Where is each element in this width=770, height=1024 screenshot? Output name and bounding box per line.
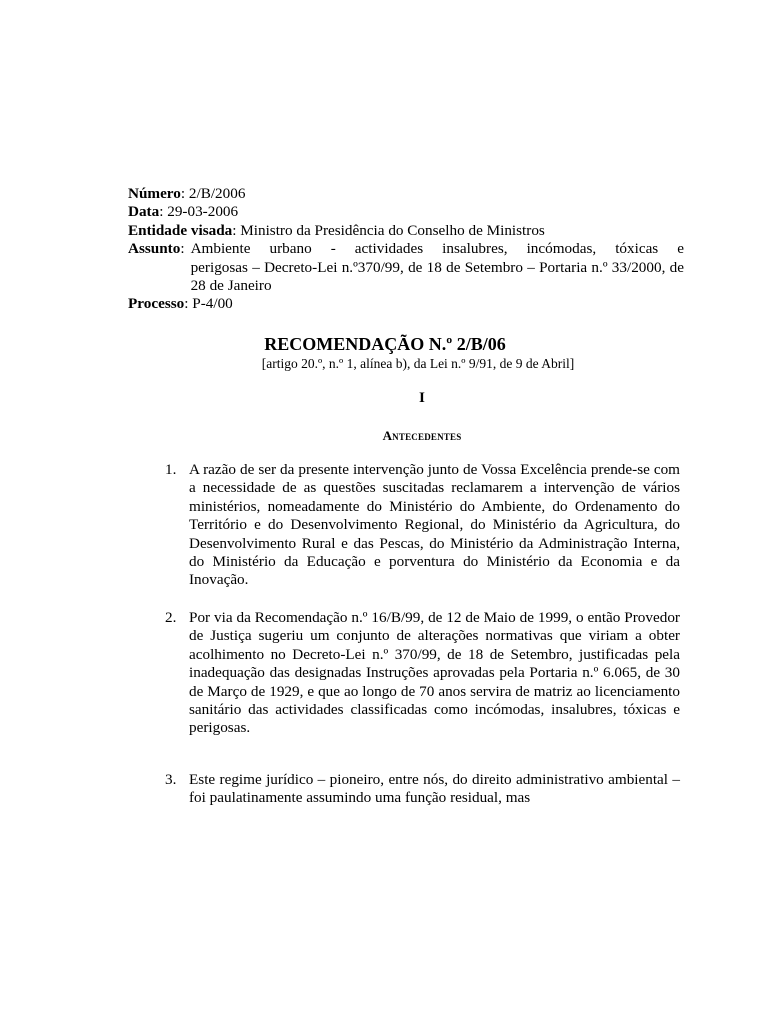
list-item-number: 1. bbox=[165, 461, 177, 478]
assunto-label: Assunto bbox=[128, 240, 181, 258]
assunto-line bbox=[128, 240, 684, 295]
data-label: Data bbox=[128, 203, 160, 221]
numero-value: : 2/B/2006 bbox=[180, 185, 246, 202]
processo-line bbox=[128, 295, 684, 313]
document-title: RECOMENDAÇÃO N.º 2/B/06 bbox=[264, 334, 506, 354]
data-value: : 29-03-2006 bbox=[159, 203, 239, 221]
list-item-number: 3. bbox=[165, 771, 177, 788]
processo-label: Processo bbox=[128, 295, 185, 313]
assunto-colon: : bbox=[180, 240, 185, 258]
processo-value: : P-4/00 bbox=[184, 295, 233, 313]
entidade-value: : Ministro da Presidência do Conselho de Ministros bbox=[232, 221, 545, 239]
assunto-value-line1: Ambiente urbano - actividades insalubres, incómodas, tóxicas e bbox=[190, 240, 684, 258]
document-metadata bbox=[128, 185, 684, 314]
numero-line bbox=[128, 185, 684, 203]
list-item bbox=[165, 771, 680, 808]
data-line bbox=[128, 203, 684, 221]
list-item-text: Por via da Recomendação n.º 16/B/99, de 12 de Maio de 1999, o então Provedor de Justiça sugeriu um conjunto de alterações normativas que viriam a obter acolhimento no Decreto-Lei n.º 370/99, de 18 de Setembro, justificadas pela inadequação das designadas Instruções aprovadas pela Portaria n.º 6.065, de 30 de Março de 1929, e que ao longo de 70 anos servira de matriz ao licenciamento sanitário das actividades classificadas como incómodas, insalubres, tóxicas e perigosas. bbox=[189, 609, 680, 737]
list-item-text: Este regime jurídico – pioneiro, entre nós, do direito administrativo ambiental – foi paulatinamente assumindo uma função residual, mas bbox=[189, 771, 680, 807]
list-item-number: 2. bbox=[165, 609, 177, 626]
section-heading: Antecedentes bbox=[382, 428, 462, 443]
assunto-value-rest: perigosas – Decreto-Lei n.º370/99, de 18 de Setembro – Portaria n.º 33/2000, de 28 de Janeiro bbox=[190, 258, 684, 295]
entidade-line bbox=[128, 222, 684, 240]
list-item bbox=[165, 609, 680, 738]
entidade-label: Entidade visada bbox=[128, 221, 233, 239]
section-number: I bbox=[419, 389, 425, 406]
document-subtitle: [artigo 20.º, n.º 1, alínea b), da Lei n.º 9/91, de 9 de Abril] bbox=[261, 356, 575, 371]
list-item bbox=[165, 461, 680, 590]
list-item-text: A razão de ser da presente intervenção junto de Vossa Excelência prende-se com a necessidade de as questões suscitadas reclamarem a intervenção de vários ministérios, nomeadamente do Ministério do Ambiente, do Ordenamento do Território e do Desenvolvimento Regional, do Ministério da Agricultura, do Desenvolvimento Rural e das Pescas, do Ministério da Administração Interna, do Ministério da Educação e porventura do Ministério da Economia e da Inovação. bbox=[189, 461, 680, 589]
numero-label: Número bbox=[128, 185, 181, 202]
assunto-value bbox=[185, 240, 684, 295]
